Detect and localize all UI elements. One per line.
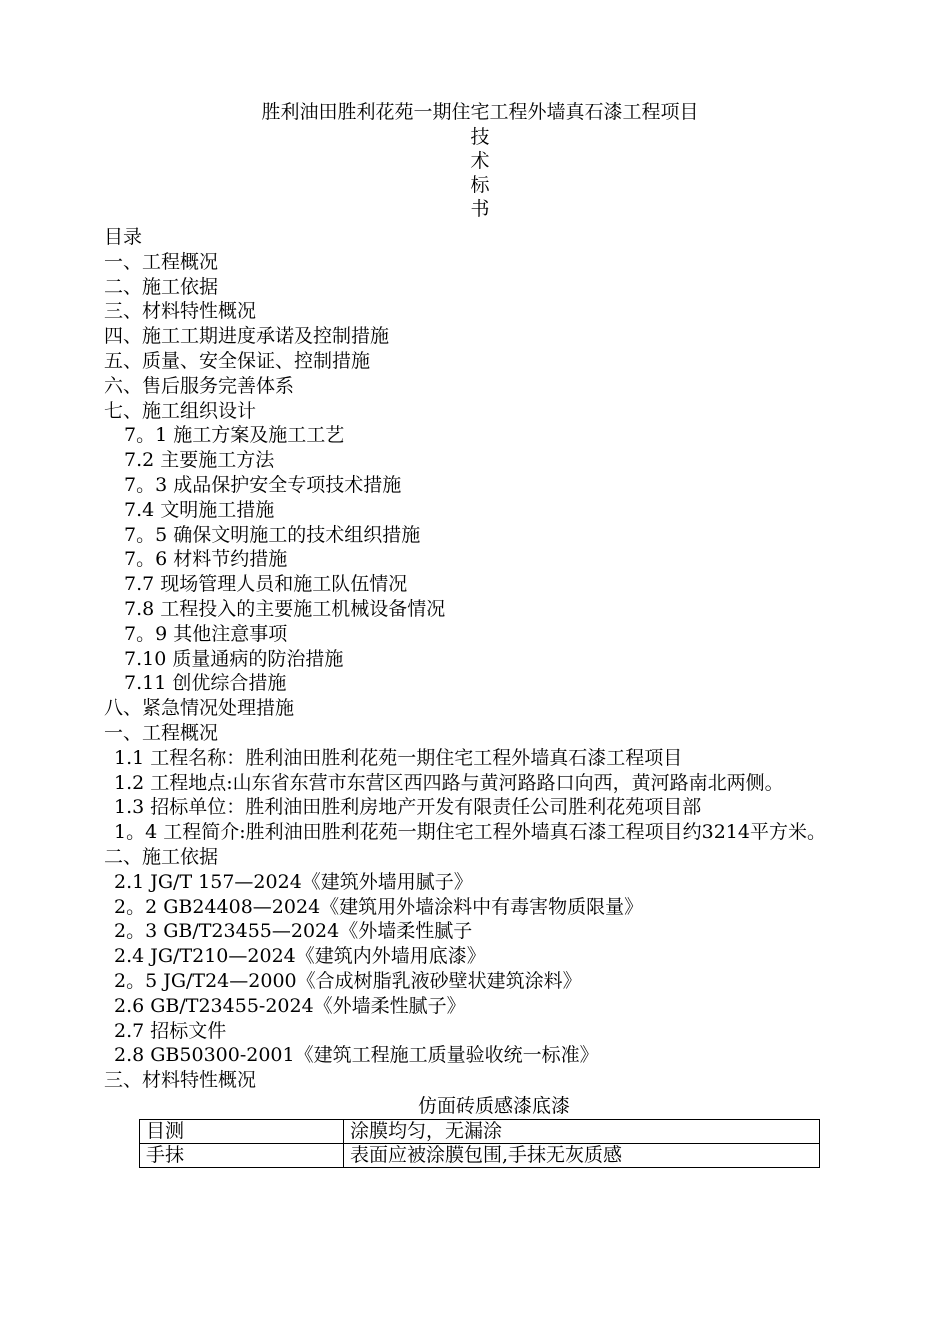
toc-item: 七、施工组织设计 xyxy=(104,399,257,422)
toc-subitem: 7。6 材料节约措施 xyxy=(124,548,288,571)
table-cell: 表面应被涂膜包围,手抹无灰质感 xyxy=(344,1143,820,1167)
section-paragraph: 1.2 工程地点:山东省东营市东营区西四路与黄河路路口向西，黄河路南北两侧。 xyxy=(114,771,784,794)
section-heading: 三、材料特性概况 xyxy=(104,1069,257,1092)
toc-subitem: 7。5 确保文明施工的技术组织措施 xyxy=(124,523,421,546)
table-caption: 仿面砖质感漆底漆 xyxy=(417,1094,570,1117)
section-heading: 一、工程概况 xyxy=(104,721,219,744)
material-properties-table xyxy=(139,1119,820,1168)
toc-item: 四、施工工期进度承诺及控制措施 xyxy=(104,325,390,348)
toc-subitem: 7.11 创优综合措施 xyxy=(124,672,287,695)
standard-item: 2.6 GB/T23455-2024《外墙柔性腻子》 xyxy=(114,994,466,1017)
standard-item: 2.7 招标文件 xyxy=(114,1019,227,1042)
table-row xyxy=(140,1119,820,1143)
toc-subitem: 7.7 现场管理人员和施工队伍情况 xyxy=(124,573,408,596)
toc-item: 六、售后服务完善体系 xyxy=(104,374,295,397)
title-char: 技 xyxy=(470,126,490,148)
toc-item: 五、质量、安全保证、控制措施 xyxy=(104,349,371,372)
title-char: 术 xyxy=(470,150,490,172)
section-paragraph: 1.3 招标单位：胜利油田胜利房地产开发有限责任公司胜利花苑项目部 xyxy=(114,796,702,819)
section-paragraph: 1。4 工程简介:胜利油田胜利花苑一期住宅工程外墙真石漆工程项目约3214平方米。 xyxy=(114,821,826,844)
section-heading: 二、施工依据 xyxy=(104,845,219,868)
standard-item: 2。2 GB24408—2024《建筑用外墙涂料中有毒害物质限量》 xyxy=(114,895,644,918)
title-char: 标 xyxy=(470,174,490,196)
toc-subitem: 7.8 工程投入的主要施工机械设备情况 xyxy=(124,597,446,620)
toc-subitem: 7.2 主要施工方法 xyxy=(124,449,275,472)
toc-subitem: 7。9 其他注意事项 xyxy=(124,622,288,645)
title-block xyxy=(0,100,950,221)
toc-item: 八、紧急情况处理措施 xyxy=(104,697,295,720)
title-char: 书 xyxy=(470,198,490,220)
table-cell: 涂膜均匀，无漏涂 xyxy=(344,1119,820,1143)
table-cell: 手抹 xyxy=(140,1143,344,1167)
toc-subitem: 7.4 文明施工措施 xyxy=(124,498,275,521)
table-row xyxy=(140,1143,820,1167)
toc-subitem: 7。3 成品保护安全专项技术措施 xyxy=(124,473,402,496)
standard-item: 2.8 GB50300-2001《建筑工程施工质量验收统一标准》 xyxy=(114,1044,599,1067)
standard-item: 2。5 JG/T24—2000《合成树脂乳液砂壁状建筑涂料》 xyxy=(114,969,582,992)
document-title: 胜利油田胜利花苑一期住宅工程外墙真石漆工程项目 xyxy=(261,101,699,123)
standard-item: 2.4 JG/T210—2024《建筑内外墙用底漆》 xyxy=(114,945,486,968)
section-paragraph: 1.1 工程名称：胜利油田胜利花苑一期住宅工程外墙真石漆工程项目 xyxy=(114,746,683,769)
toc-heading: 目录 xyxy=(104,226,143,248)
standard-item: 2.1 JG/T 157—2024《建筑外墙用腻子》 xyxy=(114,870,473,893)
document-body xyxy=(104,225,864,1168)
table-cell: 目测 xyxy=(140,1119,344,1143)
toc-subitem: 7.10 质量通病的防治措施 xyxy=(124,647,344,670)
toc-item: 一、工程概况 xyxy=(104,250,219,273)
toc-item: 二、施工依据 xyxy=(104,275,219,298)
standard-item: 2。3 GB/T23455—2024《外墙柔性腻子 xyxy=(114,920,473,943)
toc-item: 三、材料特性概况 xyxy=(104,300,257,323)
toc-subitem: 7。1 施工方案及施工工艺 xyxy=(124,424,345,447)
